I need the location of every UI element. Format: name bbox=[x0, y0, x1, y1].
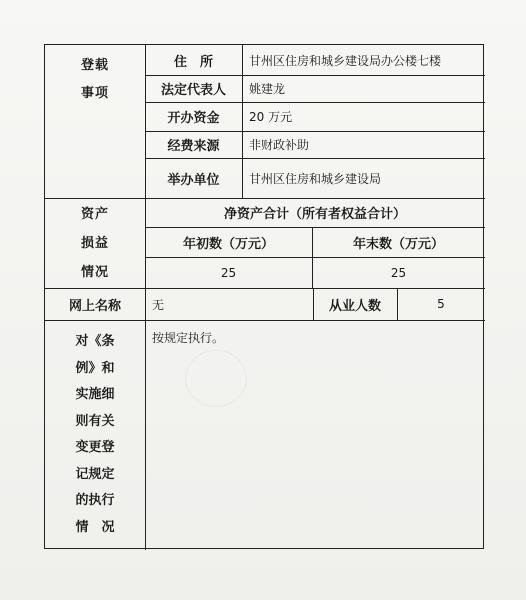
legal-representative-value: 姚建龙 bbox=[249, 82, 286, 96]
compliance-label bbox=[45, 320, 145, 550]
fund-source-label: 经费来源 bbox=[167, 139, 220, 154]
online-name-value: 无 bbox=[152, 297, 165, 312]
end-of-year-label: 年末数（万元） bbox=[352, 236, 444, 252]
fund-source-value: 非财政补助 bbox=[249, 138, 310, 152]
registration-section-label bbox=[45, 45, 145, 115]
sponsor-label: 举办单位 bbox=[167, 172, 220, 188]
address-value: 甘州区住房和城乡建设局办公楼七楼 bbox=[249, 53, 442, 68]
compliance-text: 按规定执行。 bbox=[152, 331, 225, 345]
assets-section-label-line2: 损益 bbox=[80, 235, 109, 251]
compliance-label-line: 记规定 bbox=[75, 466, 115, 482]
compliance-label-line: 实施细 bbox=[75, 387, 115, 402]
compliance-label-line: 情 况 bbox=[75, 519, 115, 535]
compliance-label-line: 则有关 bbox=[75, 413, 115, 429]
staff-count-value: 5 bbox=[437, 297, 445, 311]
start-of-year-value: 25 bbox=[220, 265, 237, 280]
registration-table bbox=[44, 44, 484, 549]
assets-section-label bbox=[45, 198, 145, 288]
staff-count-label: 从业人数 bbox=[328, 298, 381, 314]
address-label: 住 所 bbox=[173, 54, 213, 70]
funding-label: 开办资金 bbox=[167, 111, 220, 126]
funding-value: 20 万元 bbox=[249, 110, 293, 124]
compliance-label-line: 对《条 bbox=[75, 334, 115, 349]
start-of-year-label: 年初数（万元） bbox=[182, 236, 274, 252]
registration-section-label-line1: 登载 bbox=[80, 58, 109, 73]
assets-section-label-line3: 情况 bbox=[80, 264, 109, 280]
net-assets-header: 净资产合计（所有者权益合计） bbox=[223, 207, 406, 222]
registration-section-label-line2: 事项 bbox=[80, 86, 109, 101]
compliance-label-line: 例》和 bbox=[75, 360, 115, 376]
online-name-label: 网上名称 bbox=[68, 298, 121, 314]
assets-section-label-line1: 资产 bbox=[80, 206, 109, 222]
faint-stamp-mark bbox=[185, 350, 247, 407]
legal-representative-label: 法定代表人 bbox=[160, 83, 226, 98]
end-of-year-value: 25 bbox=[390, 265, 407, 280]
compliance-label-line: 的执行 bbox=[75, 493, 115, 508]
sponsor-value: 甘州区住房和城乡建设局 bbox=[249, 171, 382, 186]
compliance-label-line: 变更登 bbox=[75, 440, 115, 455]
